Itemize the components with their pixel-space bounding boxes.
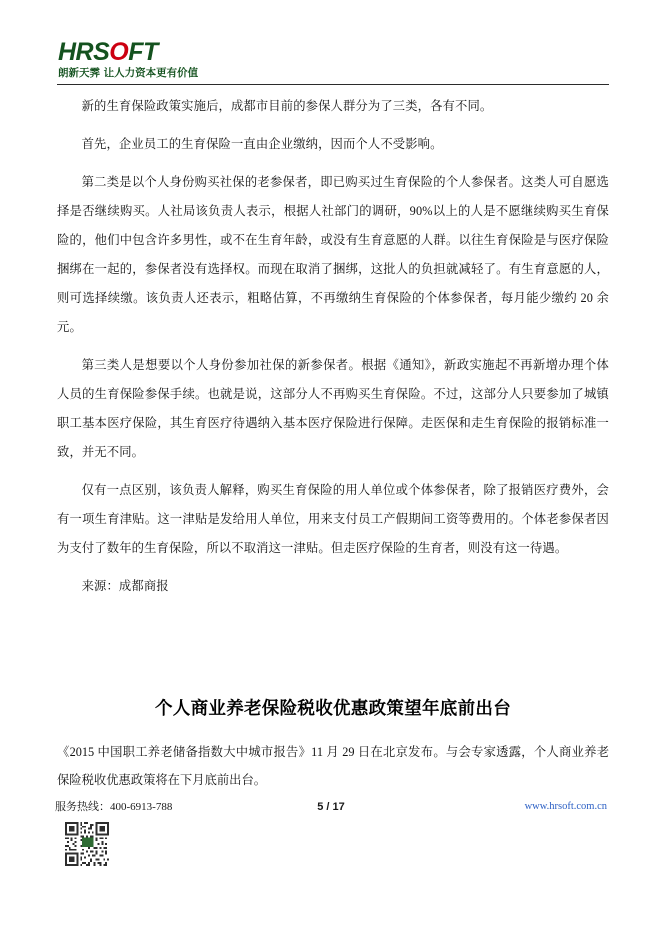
section-spacer — [57, 610, 609, 696]
header-divider — [57, 84, 609, 85]
qr-code-icon — [63, 820, 111, 868]
document-body — [57, 92, 609, 794]
paragraph: 仅有一点区别，该负责人解释，购买生育保险的用人单位或个体参保者，除了报销医疗费外，会有一项生育津贴。这一津贴是发给用人单位，用来支付员工产假期间工资等费用的。个体老参保者因为支付了数年的生育保险，所以不取消这一津贴。但走医疗保险的生育者，则没有这一待遇。 — [57, 483, 609, 555]
logo-wordmark-part1: HRS — [58, 38, 110, 66]
article-heading: 个人商业养老保险税收优惠政策望年底前出台 — [155, 699, 511, 719]
logo-tagline: 朗新天霁 让人力资本更有价值 — [58, 67, 199, 79]
logo-wordmark-o: O — [109, 38, 129, 66]
paragraph: 第三类人是想要以个人身份参加社保的新参保者。根据《通知》，新政实施起不再新增办理个体人员的生育保险参保手续。也就是说，这部分人不再购买生育保险。不过，这部分人只要参加了城镇职工基本医疗保险，其生育医疗待遇纳入基本医疗保险进行保障。走医保和走生育保险的报销标准一致，并无不同。 — [57, 358, 609, 459]
paragraph: 首先，企业员工的生育保险一直由企业缴纳，因而个人不受影响。 — [81, 137, 443, 151]
article-lead-paragraph: 《2015 中国职工养老储备指数大中城市报告》11 月 29 日在北京发布。与会专家透露，个人商业养老保险税收优惠政策将在下月底前出台。 — [57, 745, 609, 787]
paragraph: 新的生育保险政策实施后，成都市目前的参保人群分为了三类，各有不同。 — [81, 99, 493, 113]
logo-wordmark-part2: FT — [128, 38, 158, 66]
source-line: 来源：成都商报 — [81, 579, 169, 593]
footer-hotline: 服务热线：400-6913-788 — [55, 801, 173, 813]
footer-page-number: 5 / 17 — [317, 801, 345, 813]
paragraph: 第二类是以个人身份购买社保的老参保者，即已购买过生育保险的个人参保者。这类人可自愿选择是否继续购买。人社局该负责人表示，根据人社部门的调研，90%以上的人是不愿继续购买生育保险的，他们中包含许多男性，或不在生育年龄，或没有生育意愿的人群。以往生育保险是与医疗保险捆绑在一起的，参保者没有选择权。而现在取消了捆绑，这批人的负担就减轻了。有生育意愿的人，则可选择续缴。该负责人还表示，粗略估算，不再缴纳生育保险的个体参保者，每月能少缴约 20 余元。 — [57, 175, 609, 334]
footer-website-link[interactable]: www.hrsoft.com.cn — [524, 801, 607, 812]
page-header — [0, 0, 662, 86]
logo-wordmark — [58, 40, 203, 64]
hrsoft-logo — [58, 40, 258, 82]
footer-row — [55, 798, 607, 818]
